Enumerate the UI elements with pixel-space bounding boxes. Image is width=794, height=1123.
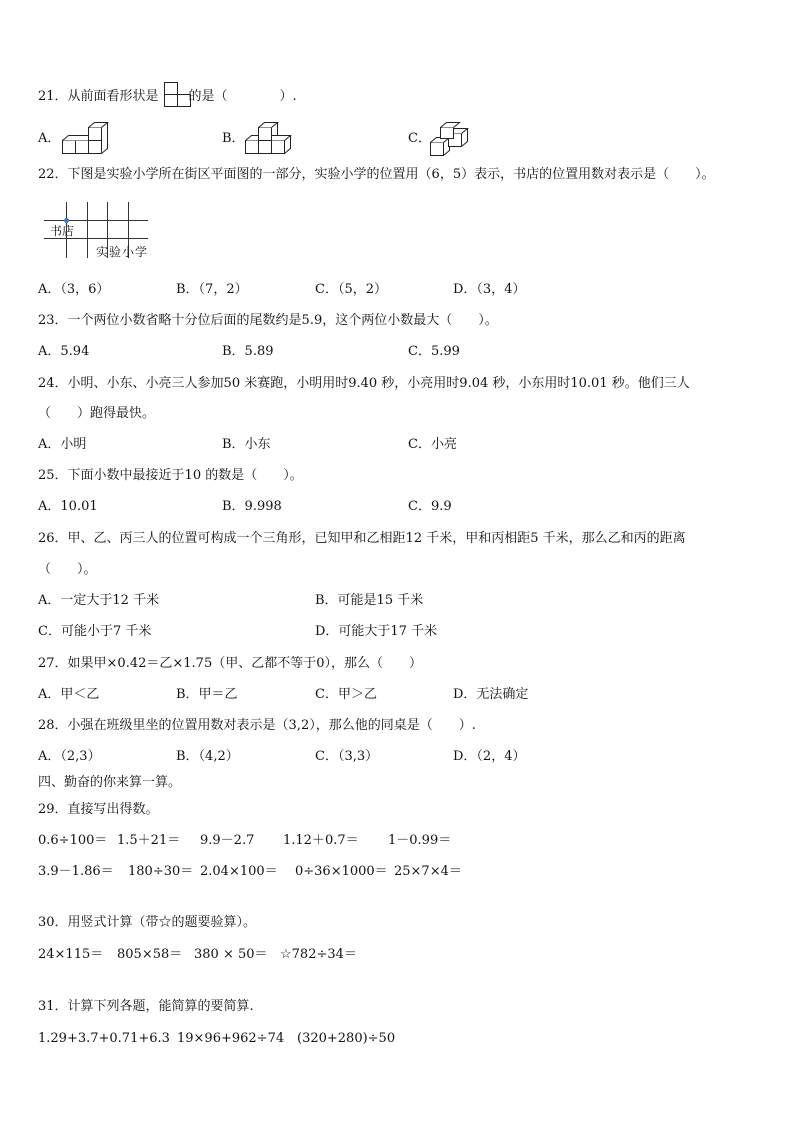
map-label-school: 实验小学: [96, 245, 149, 259]
q29-item: 0.6÷100＝: [38, 833, 108, 848]
q25-option-a[interactable]: A．10.01: [38, 499, 98, 514]
q21-option-a-cube-figure: [60, 120, 112, 156]
q26-option-b[interactable]: B．可能是15 千米: [315, 593, 424, 608]
q30-item: 380 × 50＝: [194, 947, 268, 962]
q22-option-a[interactable]: A．（3，6）: [38, 282, 110, 297]
front-view-figure: [164, 82, 192, 108]
q24-option-a[interactable]: A．小明: [38, 437, 87, 452]
q24-stem-line2: （ ）跑得最快。: [38, 406, 156, 421]
q28-option-d[interactable]: D．（2，4）: [453, 749, 526, 764]
q29-item: 0÷36×1000＝: [295, 864, 388, 879]
q21-stem-end: 的是（ ）.: [188, 89, 297, 104]
q24-option-c[interactable]: C．小亮: [408, 437, 457, 452]
q26-stem-line1: 26．甲、乙、丙三人的位置可构成一个三角形，已知甲和乙相距12 千米，甲和丙相距5 千米，那么乙和丙的距离: [38, 531, 686, 546]
q21-stem-start: 21．从前面看形状是: [38, 89, 159, 104]
q31-item: 19×96+962÷74: [177, 1031, 285, 1046]
q30-item: ☆782÷34＝: [280, 947, 357, 962]
q26-stem-line2: （ ）。: [38, 562, 97, 577]
q22-option-d[interactable]: D．（3，4）: [453, 282, 526, 297]
q29-item: 180÷30＝: [128, 864, 194, 879]
q23-option-c[interactable]: C．5.99: [408, 344, 460, 359]
q22-stem: 22．下图是实验小学所在街区平面图的一部分，实验小学的位置用（6，5）表示，书店的位置用数对表示是（ ）。: [38, 167, 715, 182]
q27-option-a[interactable]: A．甲＜乙: [38, 687, 100, 702]
q29-item: 1.12＋0.7＝: [283, 833, 359, 848]
q28-option-a[interactable]: A．（2,3）: [38, 749, 101, 764]
q30-item: 805×58＝: [117, 947, 183, 962]
q29-item: 9.9－2.7: [200, 833, 255, 848]
q24-stem-line1: 24．小明、小东、小亮三人参加50 米赛跑，小明用时9.40 秒，小亮用时9.04 秒，小东用时10.01 秒。他们三人: [38, 376, 690, 391]
q23-option-a[interactable]: A．5.94: [38, 344, 90, 359]
q29-stem: 29．直接写出得数。: [38, 802, 159, 817]
q29-item: 1.5＋21＝: [117, 833, 181, 848]
q25-option-b[interactable]: B．9.998: [222, 499, 282, 514]
q27-option-c[interactable]: C．甲＞乙: [315, 687, 377, 702]
q31-item: (320+280)÷50: [297, 1031, 396, 1046]
q25-stem: 25．下面小数中最接近于10 的数是（ ）。: [38, 468, 303, 483]
q26-option-d[interactable]: D．可能大于17 千米: [315, 624, 438, 639]
q27-stem: 27．如果甲×0.42＝乙×1.75（甲、乙都不等于0），那么（ ）: [38, 656, 422, 671]
q31-stem: 31．计算下列各题，能简算的要简算.: [38, 999, 254, 1014]
q21-option-c[interactable]: C．: [408, 131, 431, 146]
q27-option-b[interactable]: B．甲＝乙: [176, 687, 238, 702]
q21-option-a[interactable]: A．: [38, 131, 61, 146]
q29-item: 2.04×100＝: [200, 864, 278, 879]
q29-item: 25×7×4＝: [394, 864, 462, 879]
q28-option-c[interactable]: C．（3,3）: [315, 749, 379, 764]
q22-option-c[interactable]: C．（5，2）: [315, 282, 387, 297]
section-heading: 四、勤奋的你来算一算。: [38, 775, 182, 790]
q28-option-b[interactable]: B．（4,2）: [176, 749, 239, 764]
q30-item: 24×115＝: [38, 947, 104, 962]
q24-option-b[interactable]: B．小东: [222, 437, 271, 452]
q21-option-c-cube-figure: [428, 118, 472, 158]
map-label-bookstore: 书店: [50, 224, 75, 238]
q29-item: 1－0.99＝: [388, 833, 452, 848]
q22-option-b[interactable]: B．（7，2）: [176, 282, 248, 297]
q26-option-c[interactable]: C．可能小于7 千米: [38, 624, 152, 639]
q30-stem: 30．用竖式计算（带☆的题要验算）。: [38, 915, 257, 930]
q27-option-d[interactable]: D．无法确定: [453, 687, 529, 702]
q21-option-b-cube-figure: [243, 120, 295, 156]
q28-stem: 28．小强在班级里坐的位置用数对表示是（3,2），那么他的同桌是（ ）.: [38, 718, 476, 733]
q21-option-b[interactable]: B．: [222, 131, 245, 146]
q29-item: 3.9－1.86＝: [38, 864, 114, 879]
q31-item: 1.29+3.7+0.71+6.3: [38, 1031, 170, 1046]
q26-option-a[interactable]: A．一定大于12 千米: [38, 593, 160, 608]
q23-stem: 23．一个两位小数省略十分位后面的尾数约是5.9，这个两位小数最大（ ）。: [38, 313, 498, 328]
q25-option-c[interactable]: C．9.9: [408, 499, 452, 514]
q23-option-b[interactable]: B．5.89: [222, 344, 274, 359]
